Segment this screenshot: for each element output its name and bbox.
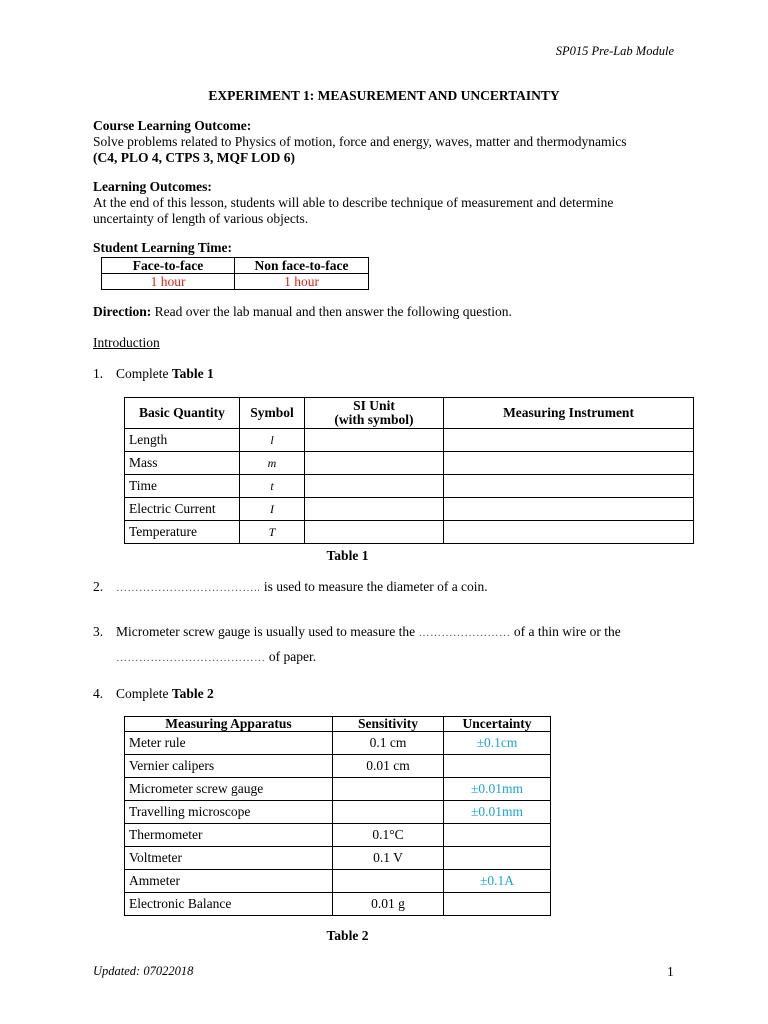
table-1 [124,397,694,544]
table2-header-apparatus: Measuring Apparatus [125,717,333,732]
table1-quantity: Mass [125,452,240,475]
table2-uncertainty[interactable] [444,893,551,916]
question-3 [93,624,683,641]
table-row [125,778,551,801]
slt-value-nf2f: 1 hour [235,274,369,290]
table1-instrument-cell[interactable] [444,521,694,544]
table1-si-unit-cell[interactable] [305,498,444,521]
table1-si-unit-cell[interactable] [305,429,444,452]
table1-si-unit-cell[interactable] [305,452,444,475]
direction-text: Read over the lab manual and then answer the following question. [151,304,512,319]
question-2-number: 2. [93,579,104,594]
slt-heading: Student Learning Time: [93,240,233,255]
table2-uncertainty[interactable] [444,824,551,847]
learning-outcomes-line2: uncertainty of length of various objects. [93,211,309,226]
table-row [125,498,694,521]
table-row [125,755,551,778]
slt-value-f2f: 1 hour [102,274,235,290]
table2-header-sensitivity: Sensitivity [333,717,444,732]
question-3-text2: of a thin wire or the [510,624,621,639]
table-row [125,824,551,847]
slt-header-f2f: Face-to-face [102,258,235,274]
table1-quantity: Temperature [125,521,240,544]
table-row [125,521,694,544]
table2-sensitivity[interactable] [333,801,444,824]
question-4-text: Complete [116,686,172,701]
table-row [125,801,551,824]
table1-quantity: Length [125,429,240,452]
table-row [125,870,551,893]
table2-apparatus: Meter rule [125,732,333,755]
table1-symbol: T [240,521,305,544]
table-row [125,429,694,452]
table1-header-quantity: Basic Quantity [125,398,240,429]
table2-sensitivity[interactable]: 0.1 V [333,847,444,870]
direction-label: Direction: [93,304,152,319]
question-2-text: is used to measure the diameter of a coin. [260,579,488,594]
table1-symbol: I [240,498,305,521]
table2-uncertainty[interactable]: ±0.1cm [444,732,551,755]
table2-uncertainty[interactable] [444,755,551,778]
question-3-text1: Micrometer screw gauge is usually used to measure the [116,624,419,639]
table1-header-si-unit-line2: (with symbol) [334,412,414,427]
question-1 [93,366,683,382]
table1-header-symbol: Symbol [240,398,305,429]
table1-instrument-cell[interactable] [444,429,694,452]
page-title: EXPERIMENT 1: MEASUREMENT AND UNCERTAINTY [208,88,560,103]
table-2 [124,716,551,916]
question-3-blank-1[interactable]: …………………… [418,627,511,639]
course-outcome-codes: (C4, PLO 4, CTPS 3, MQF LOD 6) [93,150,295,165]
question-4-number: 4. [93,686,104,701]
question-3-number: 3. [93,624,104,639]
question-3-blank-2[interactable]: ………………………………… [116,652,266,664]
question-4 [93,686,683,702]
course-outcome-section [93,118,683,166]
question-3-text3: of paper. [265,649,317,664]
table1-si-unit-cell[interactable] [305,521,444,544]
table-row [125,732,551,755]
slt-table [101,257,369,290]
table2-apparatus: Voltmeter [125,847,333,870]
table2-sensitivity[interactable]: 0.01 g [333,893,444,916]
page-footer: Updated: 07022018 [93,964,194,978]
direction-line [93,304,683,320]
table1-quantity: Time [125,475,240,498]
table2-uncertainty[interactable]: ±0.01mm [444,801,551,824]
table1-instrument-cell[interactable] [444,475,694,498]
table1-si-unit-cell[interactable] [305,475,444,498]
table2-sensitivity[interactable] [333,870,444,893]
learning-outcomes-heading: Learning Outcomes: [93,179,212,194]
table-row [125,452,694,475]
table2-apparatus: Vernier calipers [125,755,333,778]
table-row [125,475,694,498]
question-3-line2 [116,649,706,666]
table2-apparatus: Electronic Balance [125,893,333,916]
introduction-heading: Introduction [93,335,160,350]
table1-instrument-cell[interactable] [444,498,694,521]
table2-sensitivity[interactable]: 0.1 cm [333,732,444,755]
slt-header-nf2f: Non face-to-face [235,258,369,274]
question-4-table-ref: Table 2 [171,686,214,701]
page-number: 1 [667,964,674,979]
learning-outcomes-section [93,179,683,227]
page-header: SP015 Pre-Lab Module [555,44,674,58]
table2-apparatus: Ammeter [125,870,333,893]
table2-apparatus: Micrometer screw gauge [125,778,333,801]
course-outcome-heading: Course Learning Outcome: [93,118,252,133]
table2-apparatus: Thermometer [125,824,333,847]
table2-sensitivity[interactable]: 0.01 cm [333,755,444,778]
question-1-table-ref: Table 1 [171,366,214,381]
question-2-blank[interactable]: ……………………………….. [116,582,261,594]
table2-header-uncertainty: Uncertainty [444,717,551,732]
table-row [125,847,551,870]
table-row [125,893,551,916]
table2-sensitivity[interactable]: 0.1°C [333,824,444,847]
course-outcome-text: Solve problems related to Physics of motion, force and energy, waves, matter and thermodynamics [93,134,627,149]
table1-header-instrument: Measuring Instrument [444,398,694,429]
table1-header-si-unit-line1: SI Unit [353,398,395,413]
table2-uncertainty[interactable] [444,847,551,870]
table1-symbol: l [240,429,305,452]
question-1-number: 1. [93,366,104,381]
table1-quantity: Electric Current [125,498,240,521]
learning-outcomes-line1: At the end of this lesson, students will able to describe technique of measurement and determine [93,195,614,210]
question-2 [93,579,683,596]
table2-uncertainty[interactable]: ±0.01mm [444,778,551,801]
table-1-caption: Table 1 [326,548,369,563]
table1-instrument-cell[interactable] [444,452,694,475]
table2-sensitivity[interactable] [333,778,444,801]
question-1-text: Complete [116,366,172,381]
table-2-caption: Table 2 [326,928,369,943]
table1-symbol: m [240,452,305,475]
table2-uncertainty[interactable]: ±0.1A [444,870,551,893]
table1-header-si-unit [305,398,444,429]
table2-apparatus: Travelling microscope [125,801,333,824]
table1-symbol: t [240,475,305,498]
